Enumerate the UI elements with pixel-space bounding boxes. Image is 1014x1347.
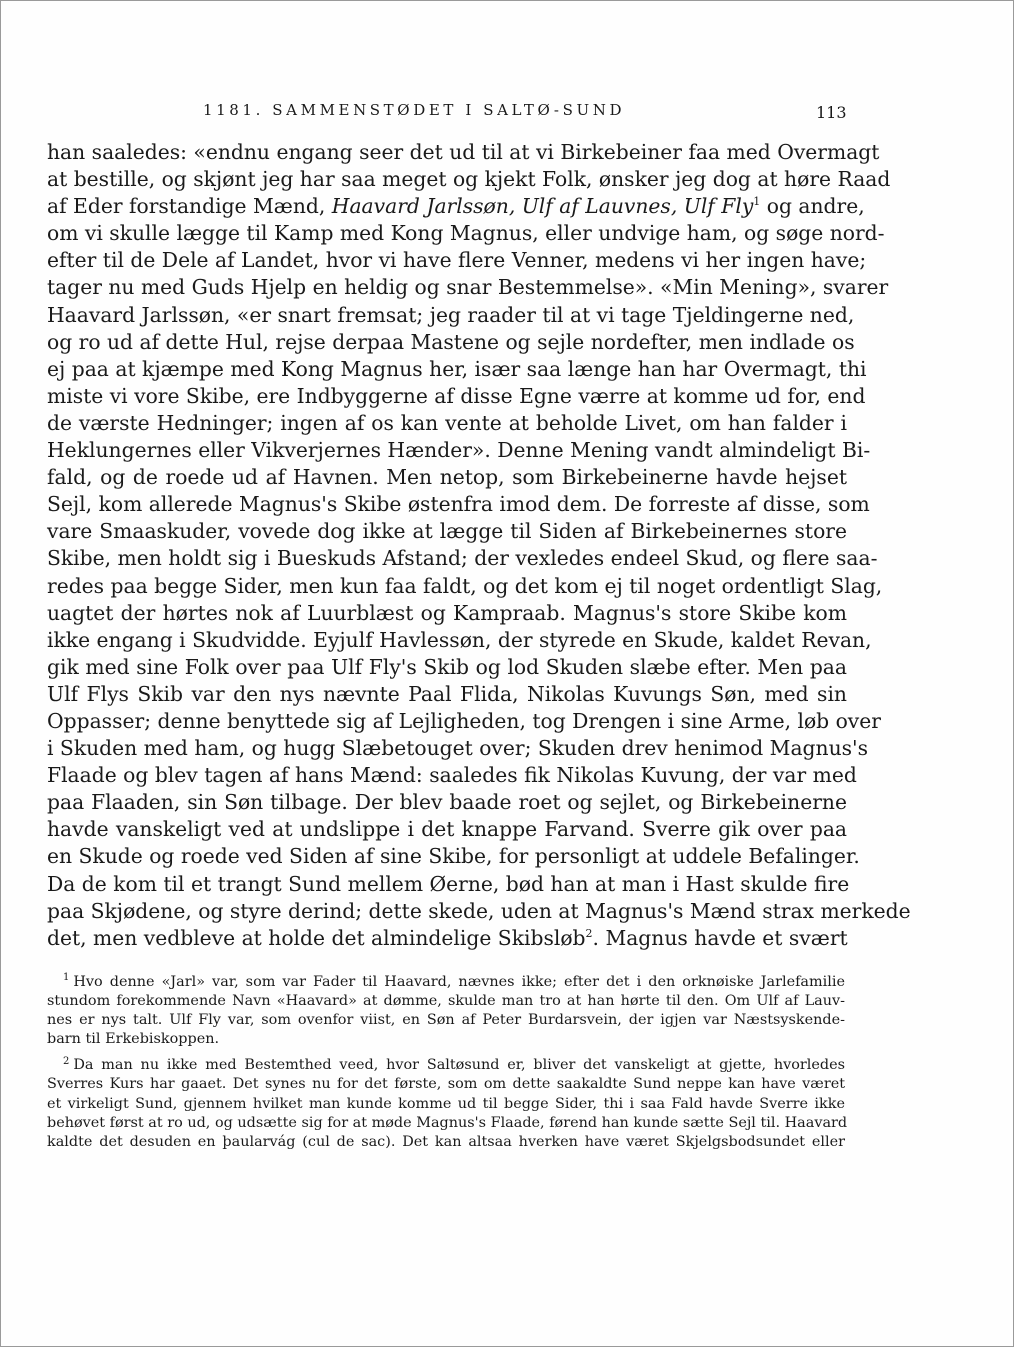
text-segment: . Magnus havde et svært — [592, 925, 848, 950]
text-line: Oppasser; denne benyttede sig af Lejligheden, tog Drengen i sine Arme, løb over — [47, 708, 881, 733]
footnote — [47, 973, 845, 1049]
text-line: ej paa at kjæmpe med Kong Magnus her, især saa længe han har Overmagt, thi — [47, 356, 867, 381]
page-number: 113 — [816, 103, 847, 122]
text-segment: af Eder forstandige Mænd, — [47, 194, 332, 219]
text-line: Sejl, kom allerede Magnus's Skibe østenfra imod dem. De forreste af disse, som — [47, 492, 870, 517]
footnote-line: behøvet først at ro ud, og udsætte sig for at møde Magnus's Flaade, førend han kunde sætte Sejl til. Haavard — [47, 1114, 848, 1131]
text-line: en Skude og roede ved Siden af sine Skibe, for personligt at uddele Befalinger. — [47, 844, 860, 869]
text-line: miste vi vore Skibe, ere Indbyggerne af disse Egne værre at komme ud for, end — [47, 383, 866, 408]
footnote-mark: 2 — [63, 1055, 70, 1067]
body-text — [47, 139, 911, 952]
footnote-text: Hvo denne «Jarl» var, som var Fader til Haavard, nævnes ikke; efter det i den orknøiske Jarlefamilie — [73, 974, 845, 990]
text-segment: det, men vedbleve at holde det almindelige Skibsløb — [47, 925, 586, 950]
text-line: vare Smaaskuder, vovede dog ikke at lægge til Siden af Birkebeinernes store — [47, 519, 847, 544]
text-line: han saaledes: «endnu engang seer det ud til at vi Birkebeiner faa med Overmagt — [47, 140, 880, 164]
text-line: Haavard Jarlssøn, «er snart fremsat; jeg raader til at vi tage Tjeldingerne ned, — [47, 302, 855, 327]
running-head: 1181. SAMMENSTØDET I SALTØ-SUND — [203, 101, 626, 119]
footnote-mark: 1 — [63, 972, 70, 984]
text-line: uagtet der hørtes nok af Luurblæst og Kampraab. Magnus's store Skibe kom — [47, 600, 847, 625]
text-line: ikke engang i Skudvidde. Eyjulf Havlessøn, der styrede en Skude, kaldet Revan, — [47, 627, 872, 652]
text-line: Da de kom til et trangt Sund mellem Øerne, bød han at man i Hast skulde fire — [47, 871, 850, 896]
footnote-line: Sverres Kurs har gaaet. Det synes nu for det første, som om dette saakaldte Sund neppe kan have været — [47, 1076, 845, 1093]
footnote-ref: 1 — [753, 195, 761, 209]
text-line: paa Flaaden, sin Søn tilbage. Der blev baade roet og sejlet, og Birkebeinerne — [47, 790, 847, 815]
text-line: Skibe, men holdt sig i Bueskuds Afstand; der vexledes endeel Skud, og flere saa- — [47, 546, 878, 571]
footnote-line: nes er nys talt. Ulf Fly var, som ovenfor viist, en Søn af Peter Burdarsvein, der igjen var Næstsyskende- — [47, 1012, 845, 1029]
footnote-text: Da man nu ikke med Bestemthed veed, hvor Saltøsund er, bliver det vanskeligt at gjette, hvorledes — [73, 1057, 845, 1074]
text-line — [47, 193, 865, 220]
footnote-line — [47, 1056, 845, 1075]
text-line: Flaade og blev tagen af hans Mænd: saaledes fik Nikolas Kuvung, der var med — [47, 763, 857, 788]
text-line: og ro ud af dette Hul, rejse derpaa Mastene og sejle nordefter, men indlade os — [47, 329, 855, 354]
text-line: fald, og de roede ud af Havnen. Men netop, som Birkebeinerne havde hejset — [47, 465, 847, 490]
footnote-ref: 2 — [585, 926, 593, 940]
italic-names: Haavard Jarlssøn, Ulf af Lauvnes, Ulf Fly — [331, 194, 754, 219]
text-line: de værste Hedninger; ingen af os kan vente at beholde Livet, om han falder i — [47, 410, 847, 435]
footnote — [47, 1055, 848, 1151]
text-line: at bestille, og skjønt jeg har saa meget og kjekt Folk, ønsker jeg dog at høre Raad — [47, 167, 891, 192]
footnote-line: et virkeligt Sund, gjennem hvilket man kunde komme ud til begge Sider, thi i saa Fald havde Sverre ikke — [47, 1095, 845, 1112]
footnote-line: stundom forekommende Navn «Haavard» at dømme, skulde man tro at han hørte til den. Om Ulf af Lauv- — [47, 993, 845, 1010]
footnote-line: kaldte det desuden en þaularvág (cul de sac). Det kan altsaa hverken have været Skjelgsbodsundet eller — [47, 1133, 845, 1150]
text-line: i Skuden med ham, og hugg Slæbetouget over; Skuden drev henimod Magnus's — [47, 736, 869, 761]
text-line: havde vanskeligt ved at undslippe i det knappe Farvand. Sverre gik over paa — [47, 817, 847, 842]
footnote-line — [47, 973, 845, 992]
text-line: Heklungernes eller Vikverjernes Hænder». Denne Mening vandt almindeligt Bi- — [47, 438, 871, 463]
text-line: om vi skulle lægge til Kamp med Kong Magnus, eller undvige ham, og søge nord- — [47, 221, 885, 246]
text-segment: og andre, — [760, 194, 865, 219]
text-line: tager nu med Guds Hjelp en heldig og snar Bestemmelse». «Min Mening», svarer — [47, 275, 889, 300]
text-line: gik med sine Folk over paa Ulf Fly's Skib og lod Skuden slæbe efter. Men paa — [47, 654, 847, 679]
text-line — [47, 925, 847, 952]
text-line: Ulf Flys Skib var den nys nævnte Paal Flida, Nikolas Kuvungs Søn, med sin — [47, 681, 847, 706]
footnotes — [47, 972, 848, 1152]
footnote-line: barn til Erkebiskoppen. — [47, 1031, 220, 1048]
text-line: efter til de Dele af Landet, hvor vi have flere Venner, medens vi her ingen have; — [47, 248, 867, 273]
text-line: paa Skjødene, og styre derind; dette skede, uden at Magnus's Mænd strax merkede — [47, 898, 911, 923]
text-line: redes paa begge Sider, men kun faa faldt, og det kom ej til noget ordentligt Slag, — [47, 573, 883, 598]
